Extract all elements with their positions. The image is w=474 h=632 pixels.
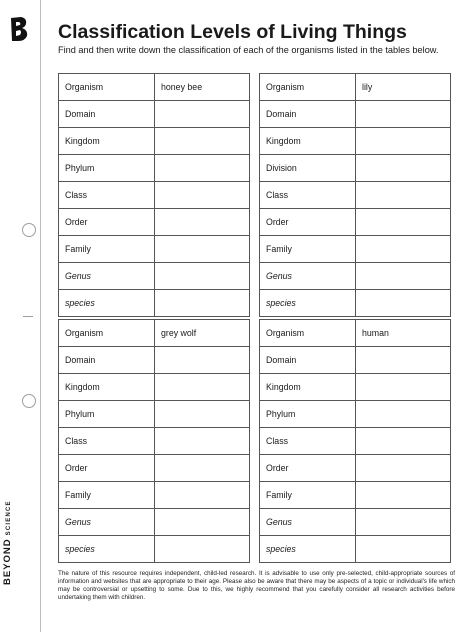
rank-label: Domain (59, 347, 155, 374)
answer-cell[interactable] (155, 428, 250, 455)
rank-label: species (260, 290, 356, 317)
rank-label: Kingdom (260, 374, 356, 401)
table-row (59, 509, 250, 536)
answer-cell[interactable] (356, 263, 451, 290)
table-row (260, 428, 451, 455)
organism-name: human (356, 320, 451, 347)
beyond-science-logo-icon (8, 16, 30, 42)
rank-label: Organism (260, 74, 356, 101)
rank-label: Family (260, 482, 356, 509)
table-row (260, 263, 451, 290)
table-row (260, 455, 451, 482)
table-row (59, 128, 250, 155)
rank-label: Genus (59, 509, 155, 536)
table-row (59, 347, 250, 374)
organism-name: honey bee (155, 74, 250, 101)
classification-table (259, 73, 451, 317)
rank-label: Organism (59, 74, 155, 101)
answer-cell[interactable] (155, 482, 250, 509)
rank-label: Organism (59, 320, 155, 347)
table-row (260, 182, 451, 209)
rank-label: Family (260, 236, 356, 263)
table-row (59, 428, 250, 455)
table-row (59, 455, 250, 482)
answer-cell[interactable] (155, 263, 250, 290)
rank-label: Order (59, 455, 155, 482)
rank-label: Class (59, 428, 155, 455)
instructions: Find and then write down the classification of each of the organisms listed in the tables below. (58, 45, 439, 55)
rank-label: Kingdom (260, 128, 356, 155)
rank-label: Organism (260, 320, 356, 347)
answer-cell[interactable] (155, 236, 250, 263)
rank-label: species (59, 536, 155, 563)
table-row (59, 482, 250, 509)
answer-cell[interactable] (155, 509, 250, 536)
rank-label: Order (260, 455, 356, 482)
table-row (260, 155, 451, 182)
table-row (59, 74, 250, 101)
rank-label: species (260, 536, 356, 563)
answer-cell[interactable] (155, 128, 250, 155)
table-row (59, 101, 250, 128)
answer-cell[interactable] (356, 128, 451, 155)
classification-table (58, 73, 250, 317)
binder-hole-lower (22, 394, 36, 408)
rank-label: Domain (260, 347, 356, 374)
rank-label: Phylum (59, 401, 155, 428)
table-row (260, 320, 451, 347)
table-row (59, 209, 250, 236)
table-row (260, 236, 451, 263)
answer-cell[interactable] (356, 101, 451, 128)
answer-cell[interactable] (356, 455, 451, 482)
rank-label: Kingdom (59, 374, 155, 401)
table-row (59, 320, 250, 347)
table-row (59, 536, 250, 563)
answer-cell[interactable] (155, 182, 250, 209)
table-row (59, 374, 250, 401)
answer-cell[interactable] (356, 290, 451, 317)
answer-cell[interactable] (155, 536, 250, 563)
table-row (59, 263, 250, 290)
answer-cell[interactable] (155, 347, 250, 374)
table-row (260, 209, 451, 236)
rank-label: Phylum (260, 401, 356, 428)
margin-line (40, 0, 41, 632)
answer-cell[interactable] (356, 155, 451, 182)
answer-cell[interactable] (155, 155, 250, 182)
binder-hole-upper (22, 223, 36, 237)
answer-cell[interactable] (155, 209, 250, 236)
brand-name: BEYOND (2, 538, 13, 585)
rank-label: Phylum (59, 155, 155, 182)
table-row (59, 236, 250, 263)
rank-label: Genus (260, 263, 356, 290)
table-row (260, 482, 451, 509)
answer-cell[interactable] (356, 236, 451, 263)
answer-cell[interactable] (155, 290, 250, 317)
rank-label: Class (260, 428, 356, 455)
rank-label: Kingdom (59, 128, 155, 155)
rank-label: Genus (260, 509, 356, 536)
answer-cell[interactable] (155, 455, 250, 482)
table-row (260, 509, 451, 536)
table-row (59, 290, 250, 317)
rank-label: Order (260, 209, 356, 236)
rank-label: Genus (59, 263, 155, 290)
answer-cell[interactable] (356, 401, 451, 428)
classification-table (58, 319, 250, 563)
organism-name: lily (356, 74, 451, 101)
table-row (59, 155, 250, 182)
answer-cell[interactable] (356, 509, 451, 536)
table-row (260, 347, 451, 374)
answer-cell[interactable] (356, 536, 451, 563)
rank-label: Order (59, 209, 155, 236)
rank-label: Class (260, 182, 356, 209)
rank-label: Family (59, 236, 155, 263)
answer-cell[interactable] (356, 347, 451, 374)
table-row (59, 182, 250, 209)
table-row (260, 401, 451, 428)
answer-cell[interactable] (356, 182, 451, 209)
table-row (260, 536, 451, 563)
rank-label: Domain (59, 101, 155, 128)
answer-cell[interactable] (356, 482, 451, 509)
answer-cell[interactable] (155, 374, 250, 401)
table-row (260, 374, 451, 401)
table-row (260, 101, 451, 128)
answer-cell[interactable] (155, 101, 250, 128)
answer-cell[interactable] (356, 209, 451, 236)
rank-label: Division (260, 155, 356, 182)
rank-label: Domain (260, 101, 356, 128)
organism-name: grey wolf (155, 320, 250, 347)
brand-sub: SCIENCE (6, 500, 12, 536)
rank-label: Class (59, 182, 155, 209)
table-row (260, 290, 451, 317)
classification-table (259, 319, 451, 563)
table-row (260, 74, 451, 101)
table-row (260, 128, 451, 155)
rank-label: species (59, 290, 155, 317)
rank-label: Family (59, 482, 155, 509)
table-row (59, 401, 250, 428)
fold-mark (23, 316, 33, 317)
page-title: Classification Levels of Living Things (58, 21, 407, 43)
answer-cell[interactable] (356, 374, 451, 401)
answer-cell[interactable] (155, 401, 250, 428)
disclaimer: The nature of this resource requires independent, child-led research. It is advisable to use only pre-selected, child-appropriate sources of information and websites that are appropriate to their age. Please also be aware that there may be aspects of a topic or individual's life which may be controversial or upsetting to some. Due to this, we highly recommend that you carefully consider all research activities before undertaking them with children. (58, 570, 455, 601)
answer-cell[interactable] (356, 428, 451, 455)
